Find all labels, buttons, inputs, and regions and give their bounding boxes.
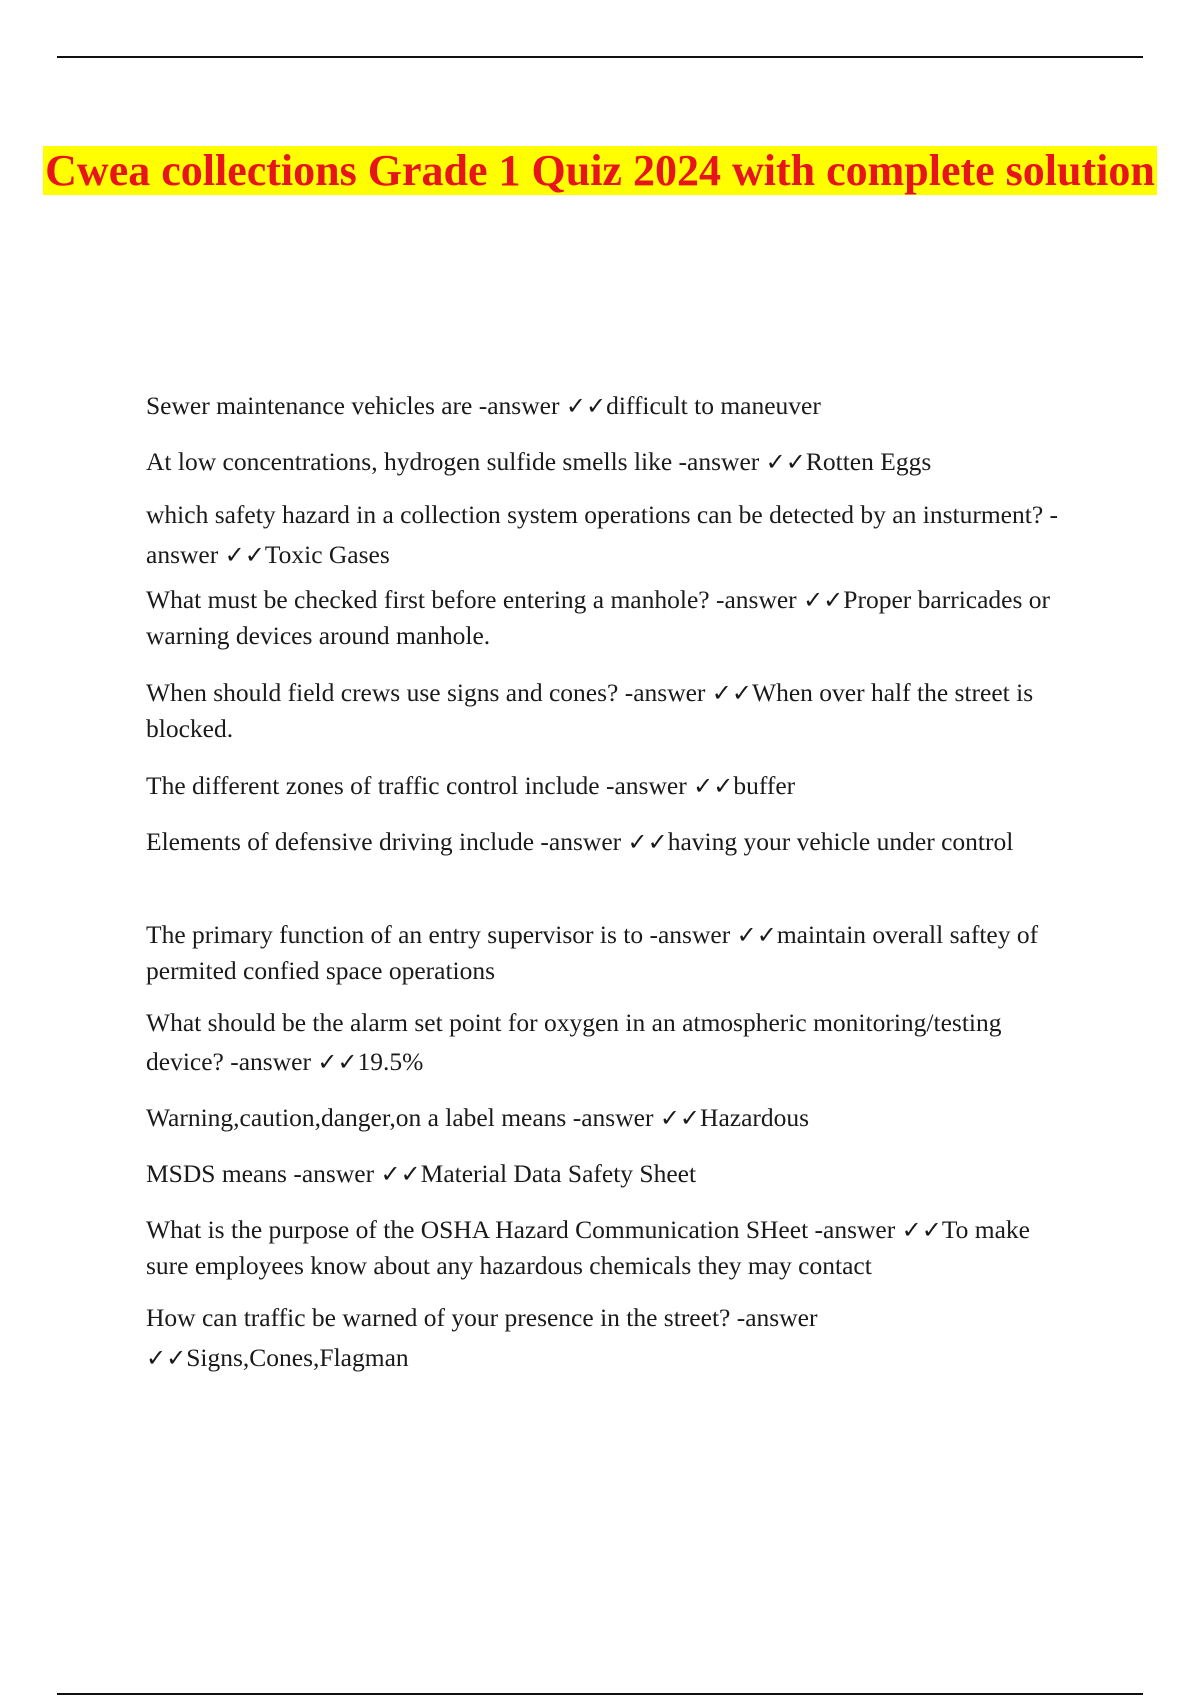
answer-text: Signs,Cones,Flagman <box>186 1343 409 1372</box>
answer-text: buffer <box>733 771 796 800</box>
question-text: How can traffic be warned of your presence in the street? -answer <box>146 1303 818 1332</box>
double-check-icon: ✓✓ <box>317 1048 358 1076</box>
answer-text: 19.5% <box>357 1047 424 1076</box>
answer-text: Rotten Eggs <box>805 447 932 476</box>
question-text: What should be the alarm set point for oxygen in an atmospheric monitoring/testing device? -answer <box>146 1008 1002 1076</box>
qa-item <box>146 768 795 804</box>
qa-item <box>146 388 821 424</box>
question-text: The different zones of traffic control include -answer <box>146 771 694 800</box>
qa-item <box>146 1100 809 1136</box>
qa-item <box>146 444 931 480</box>
qa-item <box>146 675 1076 747</box>
qa-item <box>146 824 1013 860</box>
answer-text: To make sure employees know about any hazardous chemicals they may contact <box>146 1215 1030 1280</box>
question-text: Sewer maintenance vehicles are -answer <box>146 391 566 420</box>
question-text: What must be checked first before entering a manhole? -answer <box>146 585 804 614</box>
question-text: The primary function of an entry supervisor is to -answer <box>146 920 737 949</box>
question-text: which safety hazard in a collection system operations can be detected by an insturment? -answer <box>146 500 1058 569</box>
qa-item <box>146 495 1076 575</box>
top-rule <box>57 56 1143 58</box>
answer-text: When over half the street is blocked. <box>146 678 1034 743</box>
double-check-icon: ✓✓ <box>803 586 844 614</box>
question-text: Warning,caution,danger,on a label means -answer <box>146 1103 660 1132</box>
double-check-icon: ✓✓ <box>224 541 265 569</box>
double-check-icon: ✓✓ <box>659 1104 701 1132</box>
qa-item <box>146 1003 1076 1082</box>
qa-item <box>146 917 1076 989</box>
document-title: Cwea collections Grade 1 Quiz 2024 with complete solution <box>45 146 1155 195</box>
answer-text: having your vehicle under control <box>667 827 1014 856</box>
answer-text: maintain overall saftey of permited confied space operations <box>146 920 1039 985</box>
question-text: MSDS means -answer <box>146 1159 381 1188</box>
double-check-icon: ✓✓ <box>711 679 753 707</box>
double-check-icon: ✓✓ <box>901 1216 942 1244</box>
double-check-icon: ✓✓ <box>380 1160 421 1188</box>
double-check-icon: ✓✓ <box>146 1344 187 1372</box>
qa-item <box>146 1212 1076 1284</box>
question-text: At low concentrations, hydrogen sulfide smells like -answer <box>146 447 766 476</box>
qa-item <box>146 582 1076 654</box>
double-check-icon: ✓✓ <box>565 392 607 420</box>
question-text: What is the purpose of the OSHA Hazard Communication SHeet -answer <box>146 1215 902 1244</box>
title-block <box>0 143 1200 198</box>
double-check-icon: ✓✓ <box>736 921 777 949</box>
answer-text: Material Data Safety Sheet <box>420 1159 697 1188</box>
bottom-rule <box>57 1693 1143 1695</box>
question-text: When should field crews use signs and cones? -answer <box>146 678 712 707</box>
answer-text: Toxic Gases <box>264 540 390 569</box>
question-text: Elements of defensive driving include -answer <box>146 827 628 856</box>
qa-item <box>146 1156 696 1192</box>
qa-item <box>146 1298 1076 1378</box>
double-check-icon: ✓✓ <box>627 828 668 856</box>
answer-text: Proper barricades or warning devices around manhole. <box>146 585 1051 650</box>
answer-text: difficult to maneuver <box>606 391 821 420</box>
answer-text: Hazardous <box>700 1103 810 1132</box>
double-check-icon: ✓✓ <box>693 772 734 800</box>
double-check-icon: ✓✓ <box>765 448 806 476</box>
